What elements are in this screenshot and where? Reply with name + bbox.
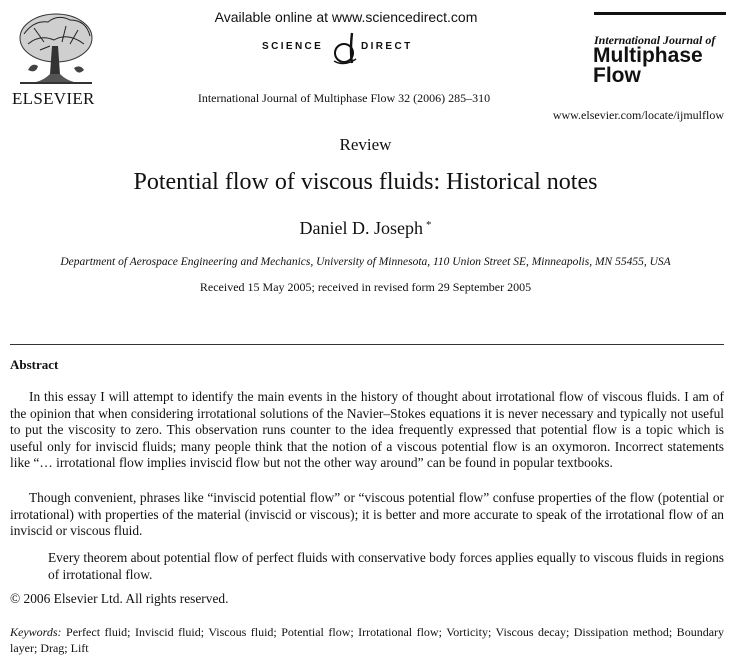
article-dates: Received 15 May 2005; received in revised form 29 September 2005 (199, 280, 532, 294)
elsevier-tree-icon (14, 12, 98, 86)
journal-logo-small-text: International Journal of (594, 33, 716, 47)
journal-url-link[interactable]: www.elsevier.com/locate/ijmulflow (552, 108, 724, 122)
journal-logo-multiphase: Multiphase (593, 44, 703, 67)
journal-logo-flow: Flow (593, 64, 641, 87)
sciencedirect-science-word: SCIENCE (262, 41, 324, 52)
sciencedirect-direct-word: DIRECT (361, 41, 413, 52)
publisher-name: ELSEVIER (12, 89, 95, 108)
journal-logo-rule (594, 12, 726, 15)
elsevier-logo (8, 12, 100, 108)
journal-logo (592, 12, 728, 92)
keywords-list: Perfect fluid; Inviscid fluid; Viscous fluid; Potential flow; Irrotational flow; Vorticity; Viscous decay; Dissipation method; Boundary layer; Drag; Lift (10, 625, 725, 655)
author-name: Daniel D. Joseph (299, 218, 423, 238)
journal-citation: International Journal of Multiphase Flow 32 (2006) 285–310 (197, 91, 491, 105)
available-online-text: Available online at www.sciencedirect.com (214, 9, 478, 25)
keywords-label: Keywords: (10, 625, 62, 639)
sciencedirect-logo (258, 31, 434, 67)
article-title: Potential flow of viscous fluids: Historical notes (133, 169, 598, 195)
divider-rule (10, 344, 724, 345)
author-line (0, 218, 731, 239)
abstract-heading: Abstract (10, 357, 59, 372)
abstract-paragraph-3: Every theorem about potential flow of perfect fluids with conservative body forces applies equally to viscous fluids in regions of irrotational flow. (48, 550, 724, 582)
sciencedirect-d-icon (330, 31, 360, 67)
keywords (10, 624, 724, 656)
copyright-notice: © 2006 Elsevier Ltd. All rights reserved. (10, 591, 229, 606)
article-type: Review (339, 135, 392, 154)
author-footnote-mark[interactable]: * (425, 219, 432, 231)
abstract-paragraph-1: In this essay I will attempt to identify the main events in the history of thought about irrotational flow of viscous fluids. I am of the opinion that when considering irrotational solutions of the Navier–Stokes equations it is never necessary and typically not useful to put the viscosity to zero. This observation runs counter to the idea frequently expressed that potential flow is a topic which is useful only for inviscid fluids; many people think that the notion of a viscous potential flow is an oxymoron. Incorrect statements like “… irrotational flow implies inviscid flow but not the other way around” can be found in popular textbooks. (10, 389, 724, 470)
author-affiliation: Department of Aerospace Engineering and Mechanics, University of Minnesota, 110 Union Street SE, Minneapolis, MN 55455, USA (60, 256, 671, 268)
abstract-paragraph-2: Though convenient, phrases like “inviscid potential flow” or “viscous potential flow” confuse properties of the flow (potential or irrotational) with properties of the material (inviscid or viscous); it is better and more accurate to speak of the irrotational flow of an inviscid or viscous fluid. (10, 490, 724, 538)
